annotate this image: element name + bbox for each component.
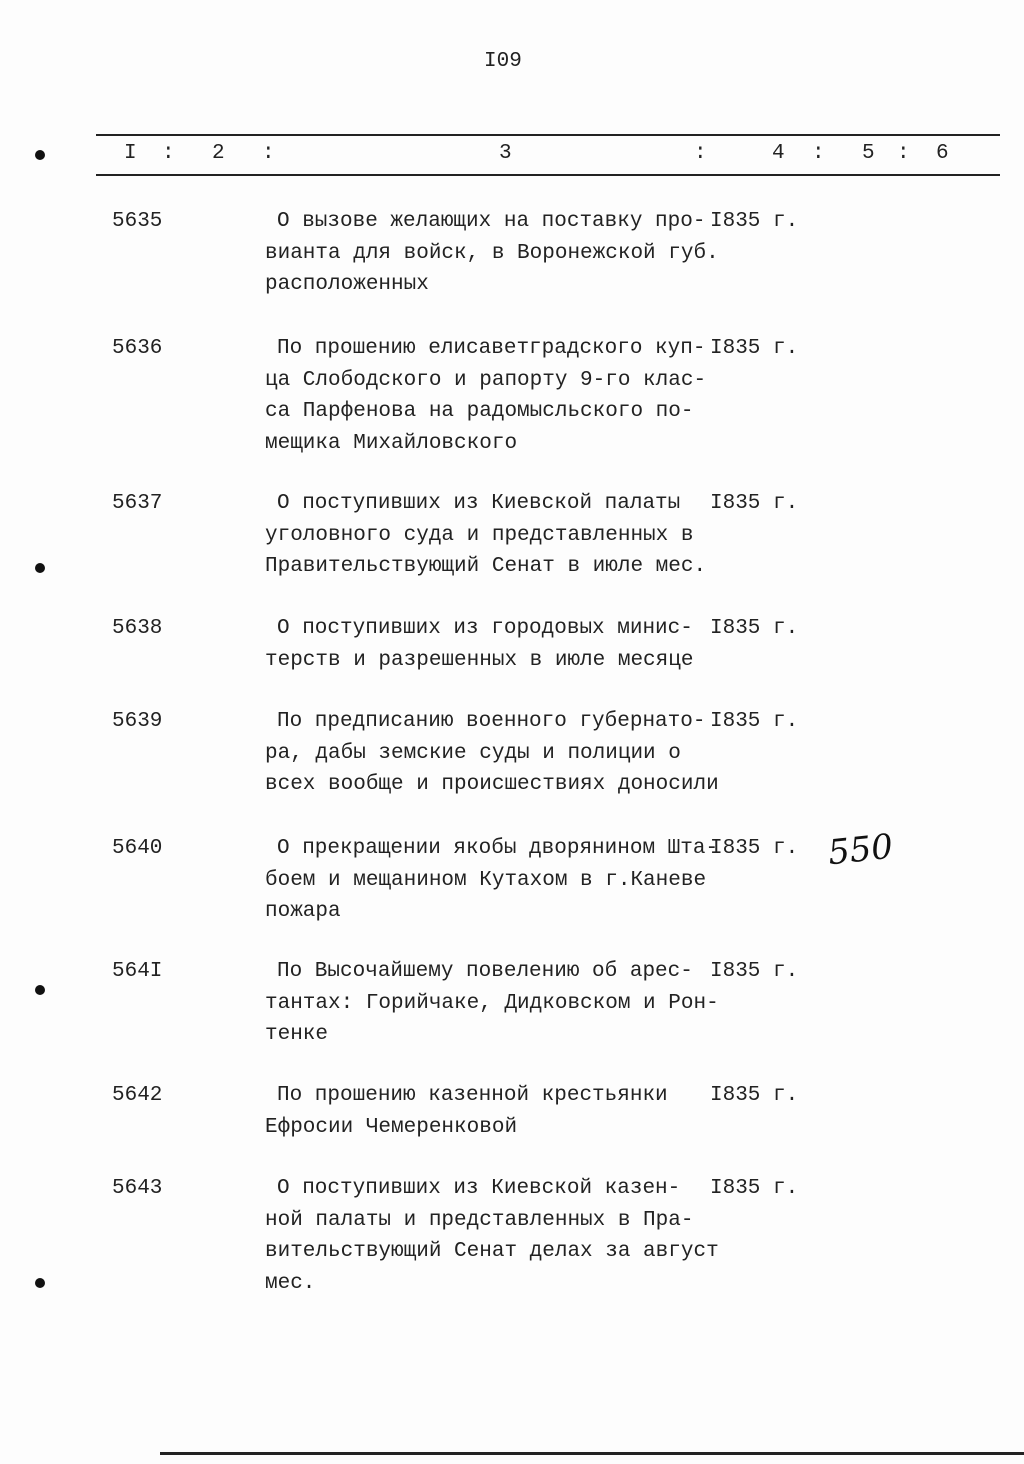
entry-title-line: ной палаты и представленных в Пра- bbox=[265, 1208, 694, 1232]
entry-title-line: тантах: Горийчаке, Дидковском и Рон- bbox=[265, 991, 719, 1015]
entry-number: 5637 bbox=[112, 492, 163, 515]
entry-title-line: вианта для войск, в Воронежской губ. bbox=[265, 241, 719, 265]
column-separator: : bbox=[262, 142, 275, 165]
entry-number: 5638 bbox=[112, 617, 163, 640]
entry-title-line: са Парфенова на радомысльского по- bbox=[265, 400, 694, 423]
entry-title-line: мес. bbox=[265, 1271, 316, 1295]
column-header-6: 6 bbox=[936, 142, 949, 165]
entry-title-line: тенке bbox=[265, 1023, 329, 1046]
column-separator: : bbox=[162, 142, 175, 165]
entry-year: I835 г. bbox=[710, 710, 799, 733]
entry-title-line: пожара bbox=[265, 900, 341, 923]
entry-title-line: расположенных bbox=[265, 273, 429, 296]
entry-number: 5639 bbox=[112, 710, 163, 733]
entry-title-line: По прошению казенной крестьянки bbox=[277, 1084, 668, 1107]
entry-year: I835 г. bbox=[710, 210, 799, 233]
column-header-4: 4 bbox=[772, 142, 785, 165]
entry-year: I835 г. bbox=[710, 492, 799, 515]
punch-hole bbox=[35, 563, 45, 573]
punch-hole bbox=[35, 985, 45, 995]
entry-title-line: По Высочайшему повелению об арес- bbox=[277, 960, 693, 983]
entry-year: I835 г. bbox=[710, 337, 799, 360]
entry-number: 5636 bbox=[112, 337, 163, 360]
entry-title-line: О прекращении якобы дворянином Шта- bbox=[277, 837, 719, 860]
entry-title-line: По предписанию военного губернато- bbox=[277, 710, 706, 733]
entry-title-line: О поступивших из Киевской казен- bbox=[277, 1177, 681, 1200]
entry-title-line: По прошению елисаветградского куп- bbox=[277, 337, 706, 360]
column-header-3: 3 bbox=[499, 142, 512, 165]
entry-title-line: О поступивших из Киевской палаты bbox=[277, 492, 681, 515]
entry-title-line: мещика Михайловского bbox=[265, 431, 518, 455]
entry-year: I835 г. bbox=[710, 1177, 799, 1200]
entry-year: I835 г. bbox=[710, 960, 799, 983]
entry-title-line: вительствующий Сенат делах за август bbox=[265, 1240, 719, 1263]
entry-title-line: Правительствующий Сенат в июле мес. bbox=[265, 555, 707, 578]
entry-number: 5635 bbox=[112, 210, 163, 233]
handwritten-sheet-number: 550 bbox=[826, 826, 895, 874]
entry-title-line: терств и разрешенных в июле месяце bbox=[265, 648, 694, 672]
header-bottom-rule bbox=[96, 174, 1000, 176]
entry-title-line: ца Слободского и рапорту 9-го клас- bbox=[265, 368, 707, 392]
entry-title-line: всех вообще и происшествиях доносили bbox=[265, 773, 719, 796]
entry-title-line: Ефросии Чемеренковой bbox=[265, 1115, 518, 1139]
entry-title-line: ра, дабы земские суды и полиции о bbox=[265, 741, 681, 765]
entry-number: 5642 bbox=[112, 1084, 163, 1107]
entry-number: 5640 bbox=[112, 837, 163, 860]
column-separator: : bbox=[897, 142, 910, 165]
punch-hole bbox=[35, 150, 45, 160]
entry-title-line: боем и мещанином Кутахом в г.Каневе bbox=[265, 868, 707, 892]
column-header-2: 2 bbox=[212, 142, 225, 165]
column-header-5: 5 bbox=[862, 142, 875, 165]
entry-title-line: О поступивших из городовых минис- bbox=[277, 617, 693, 640]
entry-year: I835 г. bbox=[710, 1084, 799, 1107]
punch-hole bbox=[35, 1278, 45, 1288]
column-header-1: I bbox=[124, 142, 137, 165]
entry-number: 564I bbox=[112, 960, 163, 983]
entry-number: 5643 bbox=[112, 1177, 163, 1200]
header-top-rule bbox=[96, 134, 1000, 136]
column-separator: : bbox=[694, 142, 707, 165]
entry-year: I835 г. bbox=[710, 617, 799, 640]
page-number: I09 bbox=[484, 50, 522, 73]
column-separator: : bbox=[812, 142, 825, 165]
entry-year: I835 г. bbox=[710, 837, 799, 860]
entry-title-line: О вызове желающих на поставку про- bbox=[277, 210, 706, 233]
entry-title-line: уголовного суда и представленных в bbox=[265, 523, 694, 547]
bottom-rule bbox=[160, 1452, 1024, 1455]
